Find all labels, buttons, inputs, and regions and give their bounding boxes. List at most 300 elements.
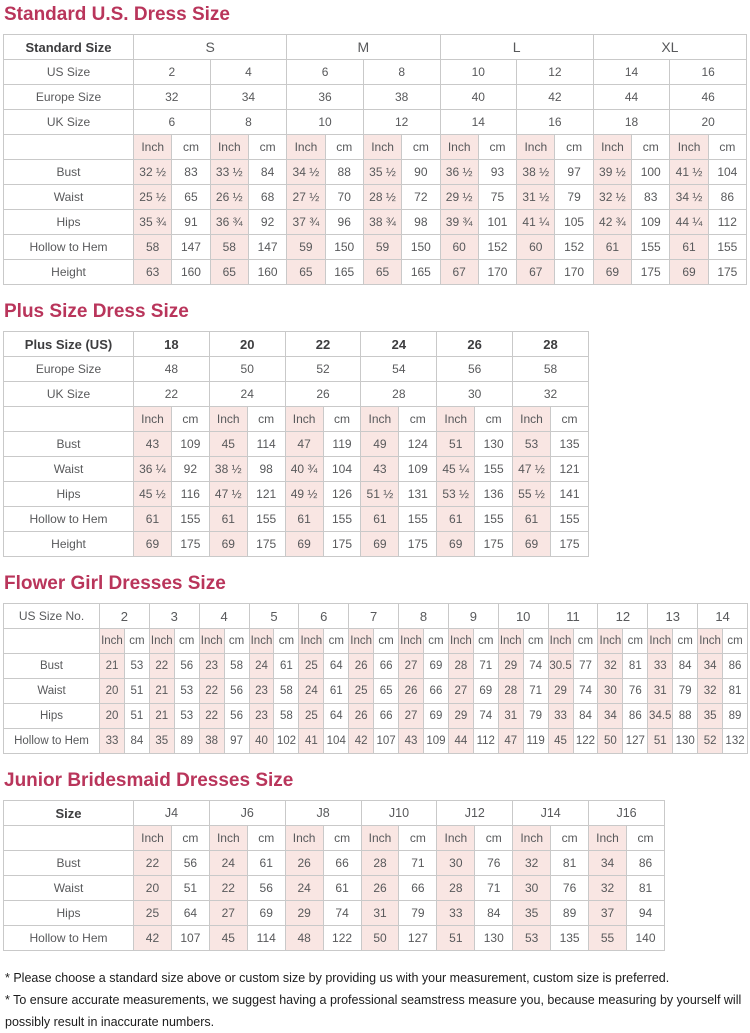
measure-label: Waist xyxy=(4,876,134,901)
measure-value-cm: 112 xyxy=(708,210,746,235)
unit-header-cm: cm xyxy=(423,629,448,654)
measure-value-inch: 53 xyxy=(513,926,551,951)
measure-value-inch: 34.5 xyxy=(648,704,673,729)
measure-value-inch: 65 xyxy=(210,260,248,285)
size-value: 40 xyxy=(440,85,517,110)
measure-value-cm: 152 xyxy=(478,235,516,260)
size-value: 6 xyxy=(134,110,211,135)
units-row-spacer xyxy=(4,135,134,160)
units-row xyxy=(4,826,665,851)
unit-header-cm: cm xyxy=(224,629,249,654)
unit-header-inch: Inch xyxy=(361,407,399,432)
size-value: 20 xyxy=(670,110,747,135)
measure-value-inch: 28 xyxy=(361,851,399,876)
measure-value-inch: 45 xyxy=(209,926,247,951)
unit-header-cm: cm xyxy=(708,135,746,160)
measure-value-inch: 33 xyxy=(648,654,673,679)
size-group-header: J8 xyxy=(285,801,361,826)
measure-value-inch: 43 xyxy=(134,432,172,457)
measure-value-inch: 35 xyxy=(698,704,723,729)
measure-value-inch: 30 xyxy=(513,876,551,901)
measure-value-cm: 79 xyxy=(399,901,437,926)
measure-value-inch: 41 ½ xyxy=(670,160,708,185)
unit-header-cm: cm xyxy=(551,826,589,851)
measure-row xyxy=(4,679,748,704)
measure-value-cm: 65 xyxy=(172,185,210,210)
measure-value-inch: 34 xyxy=(598,704,623,729)
unit-header-inch: Inch xyxy=(399,629,424,654)
measure-value-inch: 67 xyxy=(517,260,555,285)
unit-header-cm: cm xyxy=(172,135,210,160)
measure-value-inch: 58 xyxy=(210,235,248,260)
unit-header-cm: cm xyxy=(124,629,149,654)
unit-header-cm: cm xyxy=(478,135,516,160)
size-group-header: 26 xyxy=(437,332,513,357)
size-group-header: 24 xyxy=(361,332,437,357)
measure-value-inch: 22 xyxy=(199,679,224,704)
measure-value-cm: 71 xyxy=(523,679,548,704)
measure-value-cm: 109 xyxy=(171,432,209,457)
size-value: 54 xyxy=(361,357,437,382)
measure-value-inch: 25 ½ xyxy=(134,185,172,210)
measure-value-inch: 69 xyxy=(437,532,475,557)
measure-value-cm: 74 xyxy=(473,704,498,729)
units-row-spacer xyxy=(4,629,100,654)
measure-value-inch: 63 xyxy=(134,260,172,285)
measure-value-inch: 47 ½ xyxy=(513,457,551,482)
corner-label: US Size No. xyxy=(4,604,100,629)
measure-value-inch: 65 xyxy=(287,260,325,285)
measure-value-cm: 76 xyxy=(475,851,513,876)
size-group-header: 22 xyxy=(285,332,361,357)
measure-value-inch: 29 xyxy=(448,704,473,729)
unit-header-inch: Inch xyxy=(363,135,401,160)
unit-header-cm: cm xyxy=(573,629,598,654)
standard-size-table-container xyxy=(3,34,747,285)
flower-girl-title: Flower Girl Dresses Size xyxy=(4,573,226,594)
measure-row xyxy=(4,507,589,532)
measure-value-cm: 77 xyxy=(573,654,598,679)
size-group-header: J4 xyxy=(134,801,210,826)
measure-row xyxy=(4,432,589,457)
unit-header-inch: Inch xyxy=(548,629,573,654)
measure-value-cm: 56 xyxy=(224,704,249,729)
measure-value-cm: 56 xyxy=(247,876,285,901)
size-group-header: 28 xyxy=(513,332,589,357)
units-row-spacer xyxy=(4,826,134,851)
measure-value-inch: 59 xyxy=(287,235,325,260)
measure-value-cm: 160 xyxy=(248,260,286,285)
size-value: 48 xyxy=(134,357,210,382)
measure-value-cm: 66 xyxy=(423,679,448,704)
unit-header-cm: cm xyxy=(673,629,698,654)
measure-value-cm: 83 xyxy=(632,185,670,210)
measure-value-cm: 170 xyxy=(555,260,593,285)
measure-value-cm: 127 xyxy=(399,926,437,951)
size-value: 26 xyxy=(285,382,361,407)
measure-value-cm: 64 xyxy=(171,901,209,926)
measure-value-cm: 155 xyxy=(475,507,513,532)
size-row xyxy=(4,85,747,110)
measure-value-cm: 127 xyxy=(623,729,648,754)
measure-value-inch: 69 xyxy=(134,532,172,557)
measure-value-inch: 31 ½ xyxy=(517,185,555,210)
measure-value-inch: 41 ¼ xyxy=(517,210,555,235)
unit-header-cm: cm xyxy=(323,826,361,851)
measure-value-inch: 39 ¾ xyxy=(440,210,478,235)
measure-value-inch: 37 xyxy=(589,901,627,926)
measure-value-cm: 58 xyxy=(274,679,299,704)
size-group-header: 18 xyxy=(134,332,210,357)
measure-label: Hollow to Hem xyxy=(4,729,100,754)
measure-value-cm: 74 xyxy=(573,679,598,704)
measure-row xyxy=(4,532,589,557)
measure-value-inch: 44 ¼ xyxy=(670,210,708,235)
size-row xyxy=(4,357,589,382)
size-value: 8 xyxy=(210,110,287,135)
measure-value-cm: 64 xyxy=(324,704,349,729)
measure-value-cm: 112 xyxy=(473,729,498,754)
unit-header-inch: Inch xyxy=(134,826,172,851)
measure-value-inch: 58 xyxy=(134,235,172,260)
measure-value-inch: 60 xyxy=(517,235,555,260)
size-value: 10 xyxy=(287,110,364,135)
measure-value-inch: 24 xyxy=(299,679,324,704)
measure-value-cm: 65 xyxy=(374,679,399,704)
measure-value-inch: 24 xyxy=(209,851,247,876)
section-junior-bridesmaid-size xyxy=(3,770,747,951)
measure-value-cm: 175 xyxy=(550,532,588,557)
measure-value-inch: 32 ½ xyxy=(134,160,172,185)
measure-value-cm: 91 xyxy=(172,210,210,235)
measure-value-cm: 175 xyxy=(632,260,670,285)
size-group-header: 7 xyxy=(349,604,399,629)
measure-value-inch: 50 xyxy=(598,729,623,754)
measure-value-inch: 27 xyxy=(209,901,247,926)
unit-header-cm: cm xyxy=(723,629,748,654)
size-row-label: US Size xyxy=(4,60,134,85)
measure-value-inch: 36 ½ xyxy=(440,160,478,185)
size-value: 30 xyxy=(437,382,513,407)
measure-value-inch: 61 xyxy=(285,507,323,532)
measure-value-inch: 47 xyxy=(285,432,323,457)
measure-value-inch: 35 xyxy=(513,901,551,926)
size-group-header: 5 xyxy=(249,604,299,629)
section-plus-size xyxy=(3,301,747,557)
measure-value-inch: 26 ½ xyxy=(210,185,248,210)
measure-row xyxy=(4,210,747,235)
measure-value-cm: 155 xyxy=(171,507,209,532)
measure-value-cm: 88 xyxy=(325,160,363,185)
measure-value-cm: 88 xyxy=(673,704,698,729)
measure-value-inch: 24 xyxy=(249,654,274,679)
size-value: 42 xyxy=(517,85,594,110)
unit-header-inch: Inch xyxy=(285,407,323,432)
measure-value-cm: 61 xyxy=(274,654,299,679)
unit-header-inch: Inch xyxy=(517,135,555,160)
measure-value-cm: 72 xyxy=(402,185,440,210)
measure-value-inch: 65 xyxy=(363,260,401,285)
measure-value-inch: 28 xyxy=(498,679,523,704)
measure-value-cm: 130 xyxy=(475,926,513,951)
measure-value-inch: 33 ½ xyxy=(210,160,248,185)
measure-value-cm: 93 xyxy=(478,160,516,185)
unit-header-cm: cm xyxy=(475,826,513,851)
measure-value-inch: 61 xyxy=(437,507,475,532)
measure-value-inch: 31 xyxy=(648,679,673,704)
unit-header-inch: Inch xyxy=(134,135,172,160)
measure-value-inch: 48 xyxy=(285,926,323,951)
units-row xyxy=(4,135,747,160)
plus-size-title: Plus Size Dress Size xyxy=(4,301,189,322)
unit-header-inch: Inch xyxy=(593,135,631,160)
measure-value-cm: 107 xyxy=(374,729,399,754)
measure-value-cm: 155 xyxy=(323,507,361,532)
measure-value-cm: 165 xyxy=(325,260,363,285)
measure-value-cm: 84 xyxy=(248,160,286,185)
unit-header-inch: Inch xyxy=(134,407,172,432)
size-value: 24 xyxy=(209,382,285,407)
size-row-label: Europe Size xyxy=(4,85,134,110)
unit-header-inch: Inch xyxy=(287,135,325,160)
measure-value-cm: 79 xyxy=(523,704,548,729)
measure-value-inch: 38 xyxy=(199,729,224,754)
measure-row xyxy=(4,876,665,901)
measure-value-inch: 35 ½ xyxy=(363,160,401,185)
measure-value-inch: 33 xyxy=(437,901,475,926)
measure-value-cm: 69 xyxy=(423,704,448,729)
measure-value-inch: 25 xyxy=(299,654,324,679)
measure-value-cm: 119 xyxy=(523,729,548,754)
measure-value-cm: 56 xyxy=(224,679,249,704)
measure-value-cm: 92 xyxy=(248,210,286,235)
measure-value-cm: 114 xyxy=(247,926,285,951)
measure-value-cm: 83 xyxy=(172,160,210,185)
measure-value-cm: 53 xyxy=(124,654,149,679)
unit-header-inch: Inch xyxy=(513,826,551,851)
unit-header-inch: Inch xyxy=(210,135,248,160)
measure-label: Hips xyxy=(4,482,134,507)
measure-label: Waist xyxy=(4,679,100,704)
measure-value-cm: 66 xyxy=(323,851,361,876)
units-row-spacer xyxy=(4,407,134,432)
measure-value-inch: 51 xyxy=(648,729,673,754)
measure-value-cm: 79 xyxy=(673,679,698,704)
measure-value-cm: 104 xyxy=(324,729,349,754)
measure-row xyxy=(4,901,665,926)
measure-value-cm: 51 xyxy=(124,679,149,704)
size-group-header: J14 xyxy=(513,801,589,826)
measure-value-inch: 25 xyxy=(299,704,324,729)
measure-value-inch: 34 ½ xyxy=(670,185,708,210)
unit-header-inch: Inch xyxy=(209,407,247,432)
measure-value-inch: 22 xyxy=(199,704,224,729)
size-group-header: J12 xyxy=(437,801,513,826)
size-group-header: J16 xyxy=(589,801,665,826)
measure-value-inch: 61 xyxy=(670,235,708,260)
units-row xyxy=(4,629,748,654)
measure-value-inch: 45 xyxy=(209,432,247,457)
measure-value-inch: 28 xyxy=(437,876,475,901)
unit-header-inch: Inch xyxy=(648,629,673,654)
size-group-header: 14 xyxy=(698,604,748,629)
measure-value-cm: 61 xyxy=(323,876,361,901)
measure-value-inch: 39 ½ xyxy=(593,160,631,185)
measure-value-cm: 89 xyxy=(174,729,199,754)
size-row-label: Europe Size xyxy=(4,357,134,382)
measure-value-inch: 43 xyxy=(361,457,399,482)
unit-header-cm: cm xyxy=(523,629,548,654)
measure-value-inch: 25 xyxy=(349,679,374,704)
measure-value-inch: 27 xyxy=(399,654,424,679)
size-group-header: 10 xyxy=(498,604,548,629)
size-group-header: 4 xyxy=(199,604,249,629)
unit-header-inch: Inch xyxy=(448,629,473,654)
measure-value-cm: 71 xyxy=(473,654,498,679)
measure-value-cm: 175 xyxy=(171,532,209,557)
measure-value-cm: 56 xyxy=(174,654,199,679)
unit-header-inch: Inch xyxy=(437,407,475,432)
measure-value-cm: 136 xyxy=(475,482,513,507)
section-standard-size xyxy=(3,4,747,285)
measure-value-inch: 43 xyxy=(399,729,424,754)
size-value: 14 xyxy=(593,60,670,85)
unit-header-cm: cm xyxy=(324,629,349,654)
measure-value-cm: 147 xyxy=(248,235,286,260)
measure-value-cm: 160 xyxy=(172,260,210,285)
size-value: 16 xyxy=(670,60,747,85)
measure-value-cm: 175 xyxy=(399,532,437,557)
measure-label: Height xyxy=(4,260,134,285)
measure-value-cm: 141 xyxy=(550,482,588,507)
measure-value-inch: 29 xyxy=(498,654,523,679)
size-group-header: 8 xyxy=(399,604,449,629)
unit-header-inch: Inch xyxy=(249,629,274,654)
measure-label: Hips xyxy=(4,704,100,729)
junior-bridesmaid-table-container xyxy=(3,800,747,951)
measure-value-cm: 58 xyxy=(274,704,299,729)
measure-value-inch: 21 xyxy=(100,654,125,679)
measure-value-inch: 25 xyxy=(134,901,172,926)
measure-value-cm: 69 xyxy=(423,654,448,679)
measure-value-cm: 131 xyxy=(399,482,437,507)
size-value: 10 xyxy=(440,60,517,85)
size-value: 14 xyxy=(440,110,517,135)
measure-value-inch: 22 xyxy=(134,851,172,876)
size-group-header: 12 xyxy=(598,604,648,629)
size-row xyxy=(4,60,747,85)
measure-value-inch: 31 xyxy=(498,704,523,729)
size-value: 32 xyxy=(513,382,589,407)
measure-value-cm: 71 xyxy=(475,876,513,901)
measure-value-inch: 50 xyxy=(361,926,399,951)
measure-value-cm: 135 xyxy=(551,926,589,951)
unit-header-inch: Inch xyxy=(589,826,627,851)
measure-value-cm: 71 xyxy=(399,851,437,876)
measure-value-cm: 86 xyxy=(623,704,648,729)
measure-value-cm: 114 xyxy=(247,432,285,457)
unit-header-inch: Inch xyxy=(299,629,324,654)
measure-value-cm: 81 xyxy=(626,876,664,901)
measure-value-cm: 175 xyxy=(247,532,285,557)
measure-value-cm: 86 xyxy=(626,851,664,876)
size-group-header: 20 xyxy=(209,332,285,357)
measure-label: Height xyxy=(4,532,134,557)
measure-value-inch: 20 xyxy=(134,876,172,901)
measure-value-inch: 42 ¾ xyxy=(593,210,631,235)
measure-value-cm: 51 xyxy=(171,876,209,901)
measure-value-cm: 58 xyxy=(224,654,249,679)
standard-size-table xyxy=(3,34,747,285)
measure-value-cm: 97 xyxy=(224,729,249,754)
measure-value-cm: 66 xyxy=(374,704,399,729)
measure-value-cm: 126 xyxy=(323,482,361,507)
measure-value-inch: 27 ½ xyxy=(287,185,325,210)
unit-header-cm: cm xyxy=(248,135,286,160)
measure-value-cm: 121 xyxy=(247,482,285,507)
measure-row xyxy=(4,704,748,729)
size-value: 6 xyxy=(287,60,364,85)
measure-value-inch: 38 ¾ xyxy=(363,210,401,235)
standard-size-title: Standard U.S. Dress Size xyxy=(4,4,230,25)
measure-value-inch: 33 xyxy=(100,729,125,754)
measure-value-inch: 22 xyxy=(209,876,247,901)
unit-header-inch: Inch xyxy=(440,135,478,160)
unit-header-cm: cm xyxy=(399,826,437,851)
size-value: 8 xyxy=(363,60,440,85)
measure-value-inch: 32 xyxy=(598,654,623,679)
measure-value-cm: 53 xyxy=(174,679,199,704)
measure-value-inch: 20 xyxy=(100,679,125,704)
measure-value-inch: 49 xyxy=(361,432,399,457)
measure-value-cm: 68 xyxy=(248,185,286,210)
measure-value-cm: 84 xyxy=(124,729,149,754)
measure-value-inch: 69 xyxy=(513,532,551,557)
size-value: 38 xyxy=(363,85,440,110)
measure-value-inch: 34 xyxy=(698,654,723,679)
measure-label: Waist xyxy=(4,457,134,482)
measure-value-inch: 21 xyxy=(149,704,174,729)
unit-header-cm: cm xyxy=(374,629,399,654)
size-row xyxy=(4,382,589,407)
measure-value-inch: 35 xyxy=(149,729,174,754)
measure-value-inch: 36 ¼ xyxy=(134,457,172,482)
flower-size-table xyxy=(3,603,748,754)
size-row xyxy=(4,110,747,135)
measure-value-cm: 81 xyxy=(723,679,748,704)
measure-label: Hips xyxy=(4,210,134,235)
size-group-header: 13 xyxy=(648,604,698,629)
measure-value-inch: 69 xyxy=(285,532,323,557)
unit-header-inch: Inch xyxy=(670,135,708,160)
measure-label: Hips xyxy=(4,901,134,926)
size-row-label: UK Size xyxy=(4,382,134,407)
unit-header-inch: Inch xyxy=(149,629,174,654)
measure-value-cm: 98 xyxy=(247,457,285,482)
unit-header-cm: cm xyxy=(402,135,440,160)
unit-header-cm: cm xyxy=(399,407,437,432)
measure-value-cm: 150 xyxy=(325,235,363,260)
measure-label: Hollow to Hem xyxy=(4,507,134,532)
measure-value-inch: 67 xyxy=(440,260,478,285)
measure-value-inch: 69 xyxy=(209,532,247,557)
measure-label: Hollow to Hem xyxy=(4,926,134,951)
measure-row xyxy=(4,160,747,185)
measure-value-cm: 74 xyxy=(323,901,361,926)
measure-value-cm: 86 xyxy=(723,654,748,679)
size-group-header: 6 xyxy=(299,604,349,629)
measure-value-cm: 56 xyxy=(171,851,209,876)
